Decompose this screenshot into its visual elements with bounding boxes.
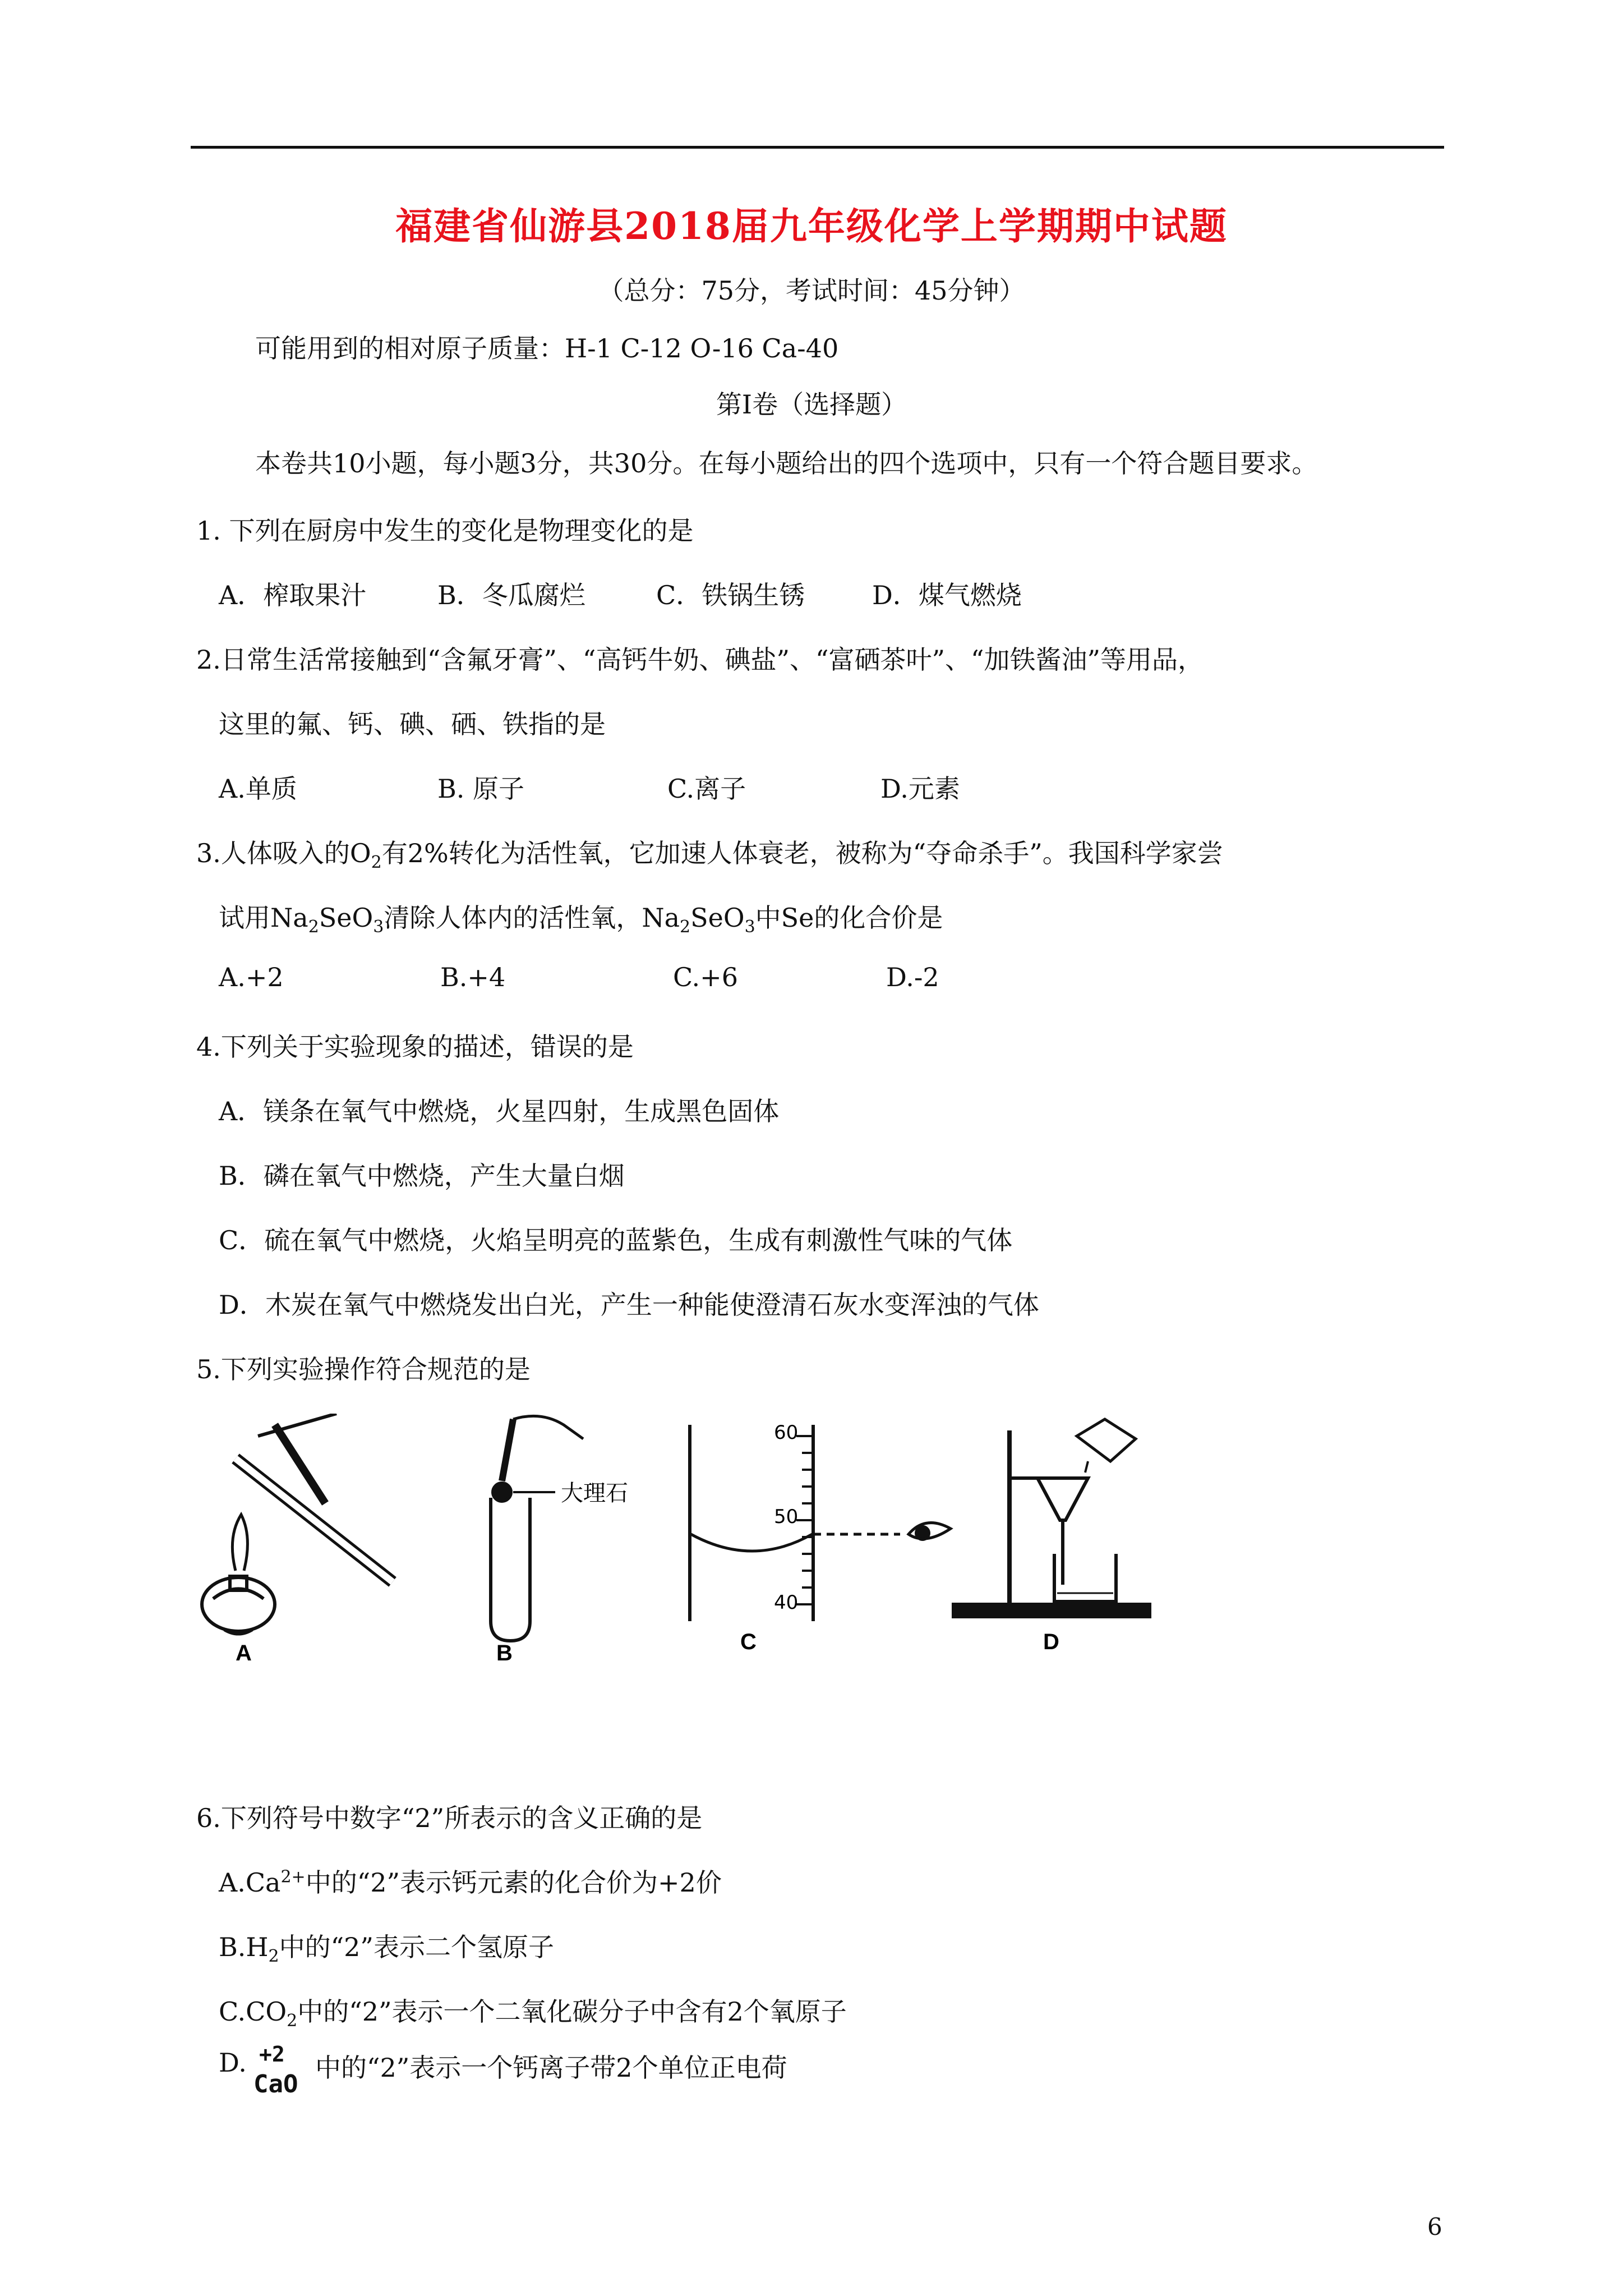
option: A.+2 [219, 962, 284, 992]
scale-tick: 40 [774, 1591, 799, 1614]
question-6-option-c: $C.CO_2$中的“2”表示一个二氧化碳分子中含有2个氧原子 [219, 1996, 847, 2031]
scale-tick: 60 [774, 1421, 799, 1444]
question-2-stem-line2: 这里的氟、钙、碘、硒、铁指的是 [219, 709, 606, 739]
header-rule [191, 146, 1444, 149]
option: D．煤气燃烧 [872, 580, 1022, 610]
question-6-option-b: $B.H_2$中的“2”表示二个氢原子 [219, 1932, 554, 1967]
figure-label-d: D [1043, 1630, 1059, 1654]
figure-a-heating [202, 1414, 393, 1634]
figure-label-a: A [236, 1641, 252, 1665]
option: A．榨取果汁 [219, 580, 367, 610]
question-6-stem: 6.下列符号中数字“2”所表示的含义正确的是 [196, 1803, 703, 1833]
lab-operations-figure [191, 1414, 1256, 1666]
page-title: 福建省仙游县2018届九年级化学上学期期中试题 [395, 204, 1228, 248]
question-6-option-a: $A.Ca^{2+}$中的“2”表示钙元素的化合价为+2价 [219, 1867, 722, 1898]
question-6-option-d-text: 中的“2”表示一个钙离子带2个单位正电荷 [315, 2053, 787, 2083]
atomic-masses: 可能用到的相对原子质量：H-1 C-12 O-16 Ca-40 [255, 333, 839, 364]
question-3-stem-line2: 试用$Na_2SeO_3$清除人体内的活性氧，$Na_2SeO_3$中Se的化合价是 [219, 903, 943, 937]
figure-label-b: B [496, 1641, 513, 1665]
option: B.+4 [440, 962, 506, 992]
section-title: 第Ⅰ卷（选择题） [716, 389, 907, 420]
question-5-stem: 5.下列实验操作符合规范的是 [196, 1354, 531, 1384]
figure-d-filtration [953, 1419, 1150, 1617]
question-6-option-d: D. [219, 2047, 247, 2078]
marble-label: 大理石 [561, 1480, 628, 1506]
valence-mark: +2 [259, 2042, 285, 2067]
question-4-option-a: A．镁条在氧气中燃烧，火星四射，生成黑色固体 [219, 1096, 780, 1126]
figure-c-cylinder [690, 1425, 951, 1621]
question-4-option-d: D．木炭在氧气中燃烧发出白光，产生一种能使澄清石灰水变浑浊的气体 [219, 1290, 1039, 1320]
scale-tick: 50 [774, 1506, 799, 1528]
option: C．铁锅生锈 [656, 580, 805, 610]
question-1-options [219, 575, 1340, 609]
cao-formula: CaO [253, 2070, 298, 2099]
question-4-option-b: B．磷在氧气中燃烧，产生大量白烟 [219, 1161, 625, 1191]
option: B. 原子 [437, 774, 525, 804]
section-intro: 本卷共10小题，每小题3分，共30分。在每小题给出的四个选项中，只有一个符合题目要求。 [255, 448, 1318, 478]
question-2-stem: 2.日常生活常接触到“含氟牙膏”、“高钙牛奶、碘盐”、“富硒茶叶”、“加铁酱油”等用品， [196, 645, 1204, 675]
exam-info: （总分：75分，考试时间：45分钟） [598, 275, 1025, 306]
question-2-options [219, 769, 1340, 802]
question-3-stem: 3.人体吸入的$O_2$有2%转化为活性氧，它加速人体衰老，被称为“夺命杀手”。我国科学家尝 [196, 838, 1223, 873]
question-4-stem: 4.下列关于实验现象的描述，错误的是 [196, 1032, 634, 1062]
option: C.离子 [667, 774, 746, 804]
option: C.+6 [673, 962, 738, 992]
figure-label-c: C [740, 1630, 757, 1654]
question-4-option-c: C．硫在氧气中燃烧，火焰呈明亮的蓝紫色，生成有刺激性气味的气体 [219, 1225, 1013, 1255]
option: D.-2 [886, 962, 939, 992]
figure-b-marble [491, 1416, 583, 1641]
option: A.单质 [219, 774, 297, 804]
page-number: 6 [1427, 2213, 1442, 2240]
option: D.元素 [880, 774, 960, 804]
question-3-options [219, 962, 1340, 996]
question-1-stem: 1. 下列在厨房中发生的变化是物理变化的是 [196, 516, 694, 546]
option: B．冬瓜腐烂 [437, 580, 585, 610]
